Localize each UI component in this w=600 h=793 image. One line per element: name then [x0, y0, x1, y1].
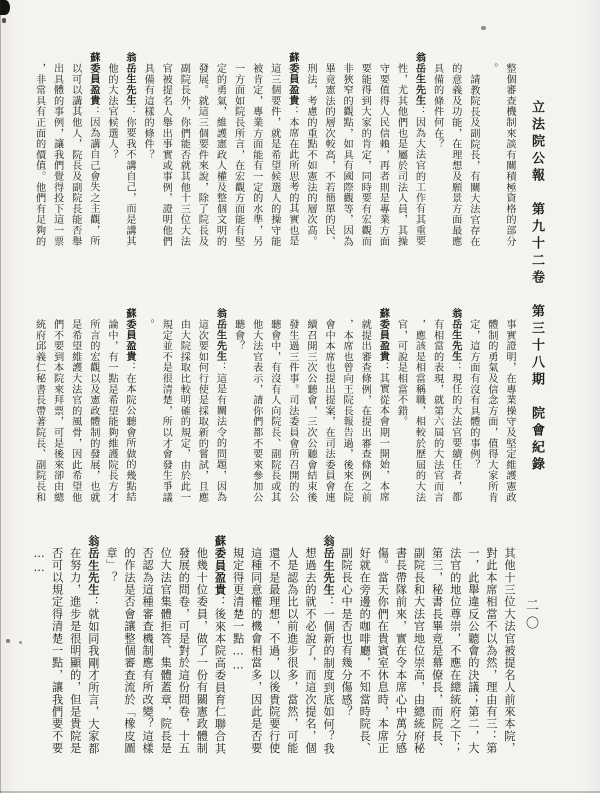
text-column: 們不要到本院來拜票，可是後來卻由總 [51, 318, 63, 503]
speaker-name: 蘇委員盈貴 [286, 52, 298, 106]
text-column: 聽會中，有沒有人向院長、副院長或其 [268, 318, 280, 503]
text-column: 規定得更清楚一點…… [231, 546, 245, 673]
text-column: …… [32, 546, 46, 575]
text-column: 這種同意權的機會相當多，因此是否要 [249, 546, 263, 755]
text-column: 副院長外，你們能否就其他十三位大法 [178, 62, 190, 247]
text-column: 翁岳生先生：現任的大法官要續任者，都 [449, 308, 461, 503]
text-column: 蘇委員盈貴：在本院公聽會所做的幾點結 [124, 308, 136, 503]
text-column: ，本席也曾向王院長報告過，後來在院 [341, 318, 353, 503]
text-column: 具備的條件何在？ [431, 62, 443, 150]
text-column: 體制的勇氣及信念方面，值得大家所肯 [485, 318, 497, 503]
register-top [28, 52, 518, 260]
text-column: 的作法是否會讓整個審查流於「橡皮圖 [123, 546, 137, 755]
scan-artifact [2, 18, 6, 23]
text-column: 還不是最理想，不過，以後貴院要行使 [267, 546, 281, 755]
scan-artifact [0, 0, 10, 15]
text-column: 刑法，考慮的重點不如憲法的層次高。 [304, 62, 316, 247]
text-column: 蘇委員盈貴：因為講自己會失之主觀，所 [87, 52, 99, 247]
text-column: 聽會？ [232, 318, 244, 352]
text-column: 副院長和大法官地位崇高，由總統府秘 [412, 546, 426, 755]
register-middle [28, 308, 518, 518]
text-column: 一方面如院長所言，在宏觀方面能有堅 [232, 62, 244, 247]
text-column: 畢竟憲法的層次較高，不若簡單的民、 [323, 62, 335, 247]
text-column: 守要值得人民信賴，再者則是專業方面 [377, 62, 389, 247]
speaker-name: 蘇委員盈貴 [87, 52, 99, 106]
speaker-name: 蘇委員盈貴 [213, 535, 227, 596]
text-column: 這三個要件，就是希望候選人的操守能 [268, 62, 280, 247]
text-column: 蘇委員盈貴：本席在此所思考的其實也是 [286, 52, 298, 247]
text-column: 有相當的表現，就第六屆的大法官而言 [431, 318, 443, 503]
text-column: 要能得到大家的肯定，同時要有宏觀而 [359, 62, 371, 247]
text-column: 官，可說是相當不錯。 [395, 318, 407, 427]
text-column: 想過去的就不必說了，而這次提名，個 [303, 546, 317, 755]
text-column: 論中，有一點是希望能夠維護院長方才 [105, 318, 117, 503]
text-column: 一，此舉違反公聽會的決議；第二，大 [466, 546, 480, 755]
text-column: 這次要如何行使是採取新的嘗試，且應 [196, 318, 208, 503]
text-column: 會中本席也提出提案，在司法委員會連 [323, 318, 335, 503]
text-column: 發展的問卷，可是對於這份問卷，十五 [177, 546, 191, 755]
text-column: 副院長心中是否也有幾分傷感？ [340, 546, 354, 718]
text-column: 翁岳生先生：一個新的制度到底如何？我 [322, 535, 336, 755]
speaker-name: 翁岳生先生 [413, 52, 425, 106]
text-column: 他大法官表示，請你們都不要來參加公 [250, 318, 262, 503]
text-column: 翁岳生先生：就如同我剛才所言，大家都 [86, 535, 100, 755]
speaker-name: 蘇委員盈貴 [377, 308, 389, 362]
scan-artifact [481, 26, 486, 30]
speaker-name: 蘇委員盈貴 [124, 308, 136, 362]
text-column: 定的勇氣，維護憲政人權及整個文明的 [214, 62, 226, 247]
text-column: 定，這方面有沒有具體的事例？ [467, 318, 479, 470]
text-column: 否可以規定得清楚一點，讓我們要不要 [50, 546, 64, 755]
text-column: 續召開三次公聽會，三次公聽會結束後 [304, 318, 316, 503]
text-column: 請教院長及副院長，有關大法官存在 [467, 73, 479, 247]
text-column: 由大院採取比較明確的規定，由於此一 [178, 318, 190, 503]
text-column: 就提出審查條例，在提出審查條例之前 [359, 318, 371, 503]
text-column: 他的大法官候選人？ [105, 62, 117, 160]
text-column: 位大法官集體拒答、集體蓋章，院長是 [159, 546, 173, 755]
text-column: 好就在旁邊的咖啡廳，不知當時院長、 [358, 546, 372, 755]
text-column: 的意義及功能，在理想及願景方面最應 [449, 62, 461, 247]
speaker-name: 翁岳生先生 [124, 52, 136, 106]
speaker-name: 翁岳生先生 [449, 308, 461, 362]
text-column: 具備有這樣的條件？ [142, 62, 154, 160]
page-number: 二〇 [523, 598, 538, 634]
text-column: ，應該是相當稱職，相較於歷屆的大法 [413, 318, 425, 503]
scan-artifact [19, 641, 22, 644]
text-column: 書長帶隊前來，實在令本席心中萬分感 [394, 546, 408, 755]
text-column: 法官的地位尊崇，不應在總統府之下； [448, 546, 462, 755]
text-column: 其他十三位大法官被提名人前來本院， [503, 546, 516, 755]
text-column: ，非常具有正面的價值。他們有足夠的 [33, 62, 45, 247]
text-column: 事實證明，在專業操守及堅定維護憲政 [504, 318, 515, 503]
text-column: 在努力，進步是很明顯的，但是貴院是 [68, 546, 82, 755]
text-column: 所言的宏觀以及憲政體制的發展，也就 [87, 318, 99, 503]
text-column: 人是認為比以前進步很多，當然，可能 [285, 546, 299, 755]
text-column: 整個審查機制來談有關積極資格的部分 [504, 62, 515, 247]
text-column: 翁岳生先生：這是有關法令的問題，因為 [214, 308, 226, 503]
speaker-name: 翁岳生先生 [214, 308, 226, 362]
text-column: 對此本席相當不以為然，理由有三：第 [484, 546, 498, 755]
text-column: 翁岳生先生：因為大法官的工作有其重要 [413, 52, 425, 247]
text-column: 非狹窄的觀點，如具有國際觀等，因為 [341, 62, 353, 247]
text-column: 。 [485, 62, 497, 74]
text-column: 出具體的事例，讓我們覺得投下這一票 [51, 62, 63, 247]
text-column: 發展。就這三個要件來說，除了院長及 [196, 62, 208, 247]
text-column: 以可以講其他人，院長及副院長能否舉 [69, 62, 81, 247]
text-column: 性，尤其他們也是屬於司法人員，其操 [395, 62, 407, 247]
text-column: 否認為這種審查機制應有所改變？這樣 [141, 546, 155, 755]
text-column: 被肯定，專業方面能有一定的水準，另 [250, 62, 262, 247]
text-column: 是希望維護大法官的風骨，因此希望他 [69, 318, 81, 503]
text-column: 統府邱義仁秘書長帶著院長、副院長和 [33, 318, 45, 503]
text-column: 官被提名人舉出事實或事例，證明他們 [160, 62, 172, 247]
text-column: 蘇委員盈貴：其實從本會期一開始，本席 [377, 308, 389, 503]
scan-artifact [6, 639, 10, 643]
gazette-header: 立法院公報 第九十二卷 第三十八期 院會紀錄 [529, 100, 544, 474]
text-column: 他幾十位委員，做了一份有關憲政體制 [195, 546, 209, 755]
text-column: 第三，秘書長畢竟是幕僚長，而院長、 [430, 546, 444, 755]
text-column: 。 [142, 318, 154, 330]
text-column: 傷。當天你們在貴賓室休息時，本席正 [376, 546, 390, 755]
text-column: 發生過三件事。司法委員會所召開的公 [286, 318, 298, 503]
text-column: 蘇委員盈貴：後來本院高委員育仁聯合其 [213, 535, 227, 755]
speaker-name: 翁岳生先生 [322, 535, 336, 596]
speaker-name: 翁岳生先生 [86, 535, 100, 596]
text-column: 規定並不是很清楚，所以才會發生爭議 [160, 318, 172, 503]
text-column: 章」？ [104, 546, 118, 584]
scan-edge-shadow [0, 0, 1, 793]
text-column: 翁岳生先生：你要我不講自己，而是講其 [124, 52, 136, 247]
register-bottom [28, 535, 518, 767]
